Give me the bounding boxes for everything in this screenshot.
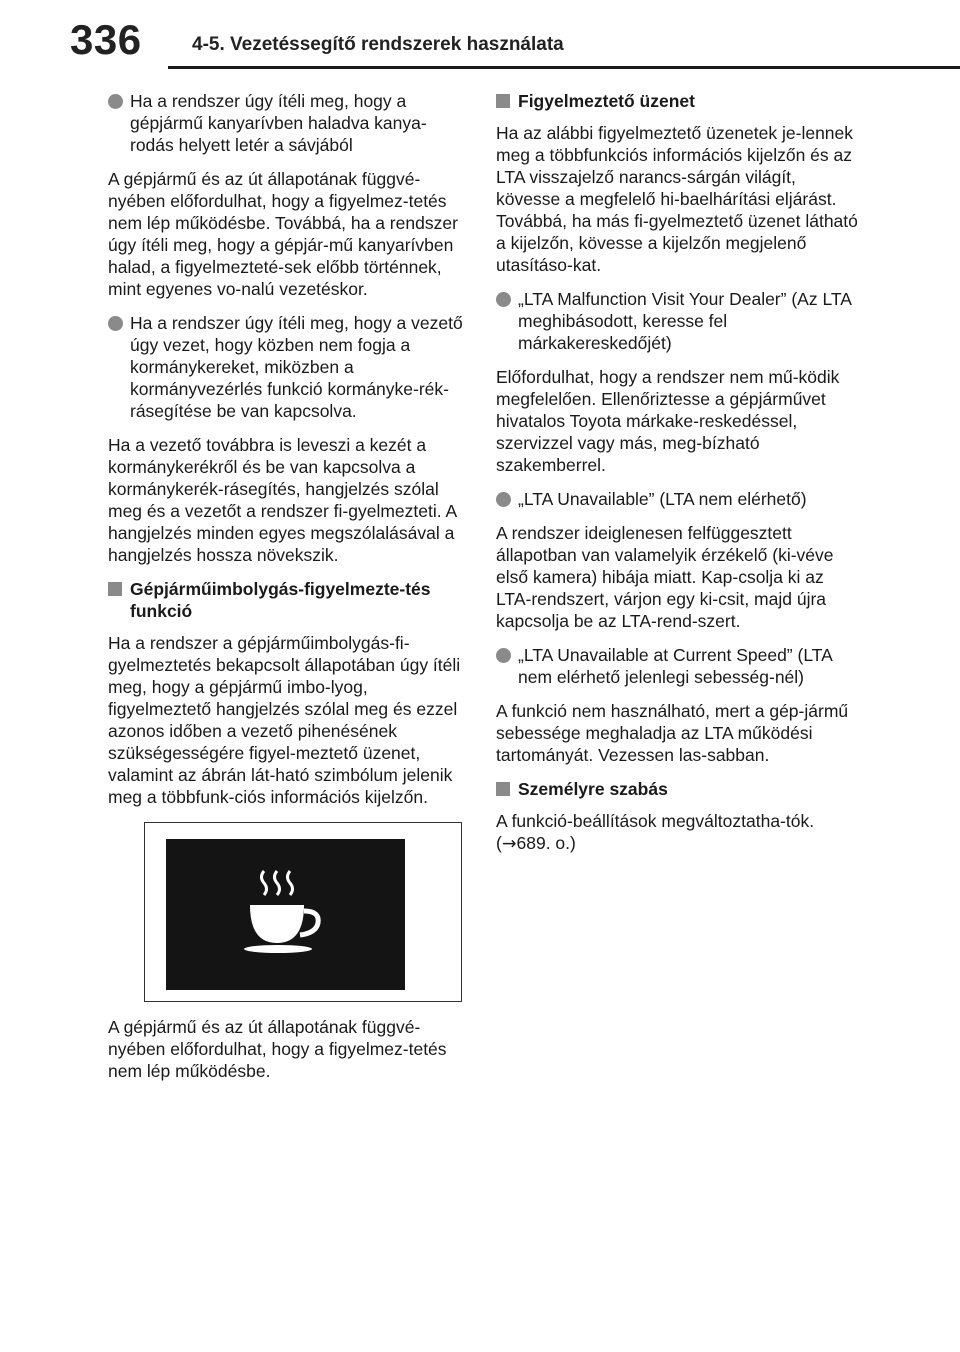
section-heading [496, 778, 858, 800]
paragraph-text: A funkció-beállítások megváltoztatha-tók. ( [496, 811, 815, 853]
header-rule [168, 66, 960, 69]
bullet-dot-icon [496, 648, 511, 663]
bullet-dot-icon [496, 292, 511, 307]
figure-frame [144, 822, 462, 1002]
arrow-right-icon: → [501, 834, 517, 854]
section-heading-text: Figyelmeztető üzenet [518, 91, 695, 111]
paragraph: A gépjármű és az út állapotának függvé-nyében előfordulhat, hogy a figyelmez-tetés nem lép működésbe. [108, 1017, 447, 1081]
coffee-cup-icon [242, 869, 332, 961]
bullet-text: „LTA Unavailable” (LTA nem elérhető) [518, 489, 807, 509]
square-bullet-icon [496, 782, 510, 796]
section-heading-text: Gépjárműimbolygás-figyelmezte-tés funkció [130, 579, 431, 621]
paragraph: A funkció nem használható, mert a gép-jármű sebessége meghaladja az LTA működési tartományát. Vezessen las-sabban. [496, 701, 849, 765]
right-column [496, 90, 858, 867]
section-heading [108, 578, 464, 622]
bullet-dot-icon [496, 492, 511, 507]
square-bullet-icon [496, 94, 510, 108]
left-column [108, 90, 464, 1094]
paragraph: Ha a vezető továbbra is leveszi a kezét a kormánykerékről és be van kapcsolva a kormánykerék-rásegítés, hangjelzés szólal meg és a vezetőt a rendszer fi-gyelmezteti. A hangjelzés minden egyes megszólalásával a hangjelzés hossza növekszik. [108, 435, 457, 565]
bullet-dot-icon [108, 316, 123, 331]
paragraph: Ha az alábbi figyelmeztető üzenetek je-lennek meg a többfunkciós információs kijelzőn és az LTA visszajelző narancs-sárgán világít, kövesse a megfelelő hi-baelhárítási eljárást. Továbbá, ha más fi-gyelmeztető üzenet látható a kijelzőn, kövesse a kijelzőn megjelenő utasításo-kat. [496, 123, 858, 275]
page-number: 336 [70, 16, 142, 63]
paragraph: A rendszer ideiglenesen felfüggesztett állapotban van valamelyik érzékelő (ki-véve első kamera) hibája miatt. Kap-csolja ki az LTA-rendszert, várjon egy ki-csit, majd újra kapcsolja be az LTA-rend-szert. [496, 523, 834, 631]
bullet-item [108, 90, 464, 156]
square-bullet-icon [108, 582, 122, 596]
bullet-item [496, 288, 858, 354]
section-heading [496, 90, 858, 112]
paragraph: Ha a rendszer a gépjárműimbolygás-fi-gyelmeztetés bekapcsolt állapotában úgy ítéli meg, hogy a gépjármű imbo-lyog, figyelmeztető hangjelzés szólal meg és ezzel azonos időben a vezető pihenésének szükségességére figyel-meztető üzenet, valamint az ábrán lát-ható szimbólum jelenik meg a többfunk-ciós információs kijelzőn. [108, 633, 461, 807]
paragraph: Előfordulhat, hogy a rendszer nem mű-ködik megfelelően. Ellenőriztesse a gépjárművet hivatalos Toyota márkake-reskedéssel, szervizzel vagy más, meg-bízható szakemberrel. [496, 367, 840, 475]
display-screen [166, 839, 405, 990]
bullet-text: „LTA Unavailable at Current Speed” (LTA nem elérhető jelenlegi sebesség-nél) [518, 645, 832, 687]
bullet-dot-icon [108, 94, 123, 109]
bullet-text: „LTA Malfunction Visit Your Dealer” (Az LTA meghibásodott, keresse fel márkakereskedőjét) [518, 289, 851, 353]
section-heading-text: Személyre szabás [518, 779, 668, 799]
page-reference-link[interactable]: 689. o.) [516, 833, 576, 853]
bullet-text: Ha a rendszer úgy ítéli meg, hogy a vezető úgy vezet, hogy közben nem fogja a kormánykereket, miközben a kormányvezérlés funkció kormányke-rék-rásegítése be van kapcsolva. [130, 313, 463, 421]
page-header [0, 0, 960, 80]
chapter-title: 4-5. Vezetéssegítő rendszerek használata [192, 34, 564, 55]
bullet-item [496, 644, 858, 688]
bullet-text: Ha a rendszer úgy ítéli meg, hogy a gépjármű kanyarívben haladva kanya-rodás helyett letér a sávjából [130, 91, 427, 155]
bullet-item [496, 488, 858, 510]
bullet-item [108, 312, 464, 422]
paragraph: A gépjármű és az út állapotának függvé-nyében előfordulhat, hogy a figyelmez-tetés nem lép működésbe. Továbbá, ha a rendszer úgy ítéli meg, hogy a gépjár-mű kanyarívben halad, a figyelmezteté-sek előbb történnek, mint egyenes vo-nalú vezetéskor. [108, 169, 458, 299]
paragraph-page-reference [496, 810, 858, 855]
